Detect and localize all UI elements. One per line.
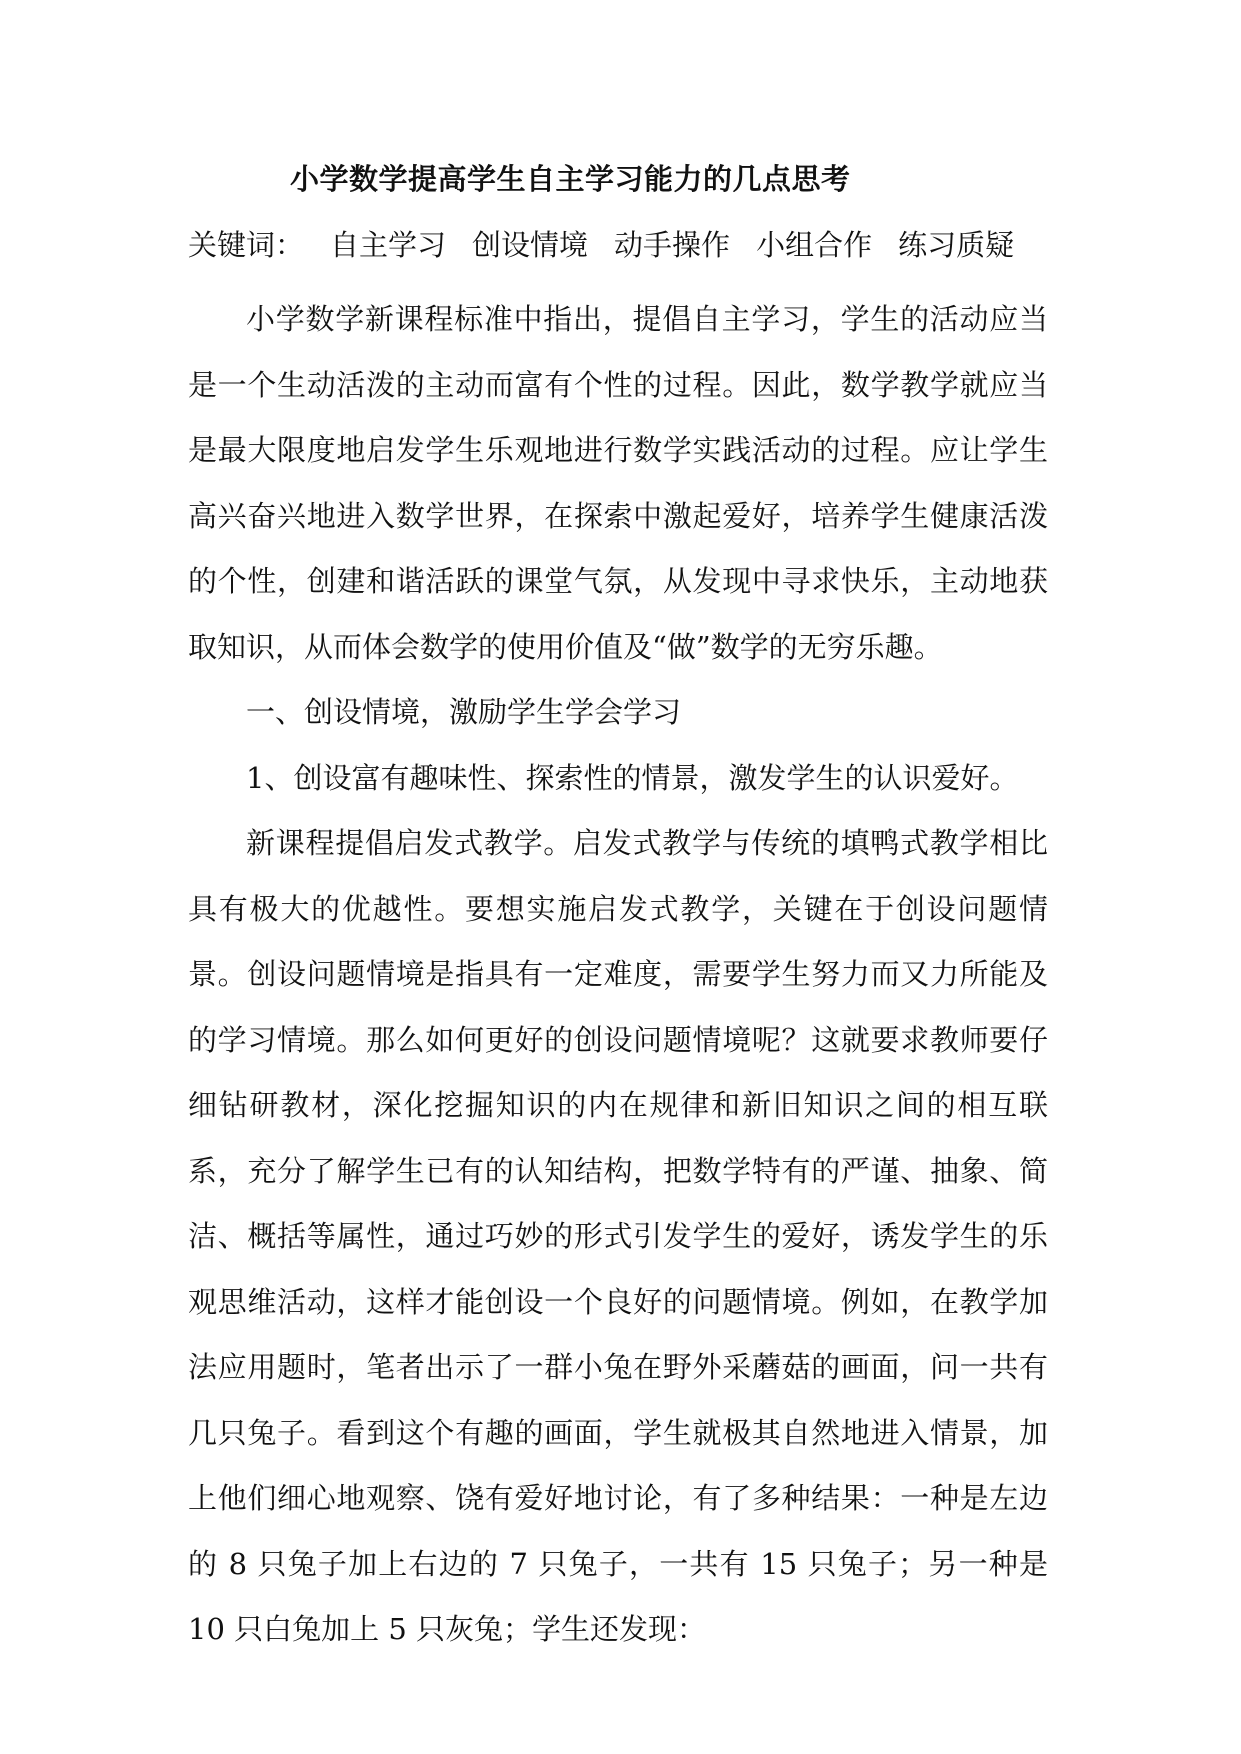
body-paragraph: 新课程提倡启发式教学。启发式教学与传统的填鸭式教学相比具有极大的优越性。要想实施启发式教学，关键在于创设问题情景。创设问题情境是指具有一定难度，需要学生努力而又力所能及的学习情境。那么如何更好的创设问题情境呢？这就要求教师要仔细钻研教材，深化挖掘知识的内在规律和新旧知识之间的相互联系，充分了解学生已有的认知结构，把数学特有的严谨、抽象、简洁、概括等属性，通过巧妙的形式引发学生的爱好，诱发学生的乐观思维活动，这样才能创设一个良好的问题情境。例如，在教学加法应用题时，笔者出示了一群小兔在野外采蘑菇的画面，问一共有几只兔子。看到这个有趣的画面，学生就极其自然地进入情景，加上他们细心地观察、饶有爱好地讨论，有了多种结果：一种是左边的 8 只兔子加上右边的 7 只兔子，一共有 15 只兔子；另一种是 10 只白兔加上 5 只灰兔；学生还发现： xyxy=(188,826,1048,1646)
document-title: 小学数学提高学生自主学习能力的几点思考 xyxy=(290,162,851,196)
keyword-item: 自主学习 xyxy=(330,228,447,262)
keywords-label: 关键词： xyxy=(188,228,305,262)
keyword-item: 创设情境 xyxy=(472,228,589,262)
subsection-heading: 1、创设富有趣味性、探索性的情景，激发学生的认识爱好。 xyxy=(246,760,1019,795)
keyword-item: 练习质疑 xyxy=(898,228,1015,262)
section-heading: 一、创设情境，激励学生学会学习 xyxy=(246,695,682,729)
keyword-item: 动手操作 xyxy=(614,228,731,262)
keywords-line xyxy=(188,228,1068,263)
document-body xyxy=(188,287,1048,1663)
keyword-item: 小组合作 xyxy=(756,228,873,262)
intro-paragraph: 小学数学新课程标准中指出，提倡自主学习，学生的活动应当是一个生动活泼的主动而富有个性的过程。因此，数学教学就应当是最大限度地启发学生乐观地进行数学实践活动的过程。应让学生高兴奋兴地进入数学世界，在探索中激起爱好，培养学生健康活泼的个性，创建和谐活跃的课堂气氛，从发现中寻求快乐，主动地获取知识，从而体会数学的使用价值及“做”数学的无穷乐趣。 xyxy=(188,302,1048,664)
